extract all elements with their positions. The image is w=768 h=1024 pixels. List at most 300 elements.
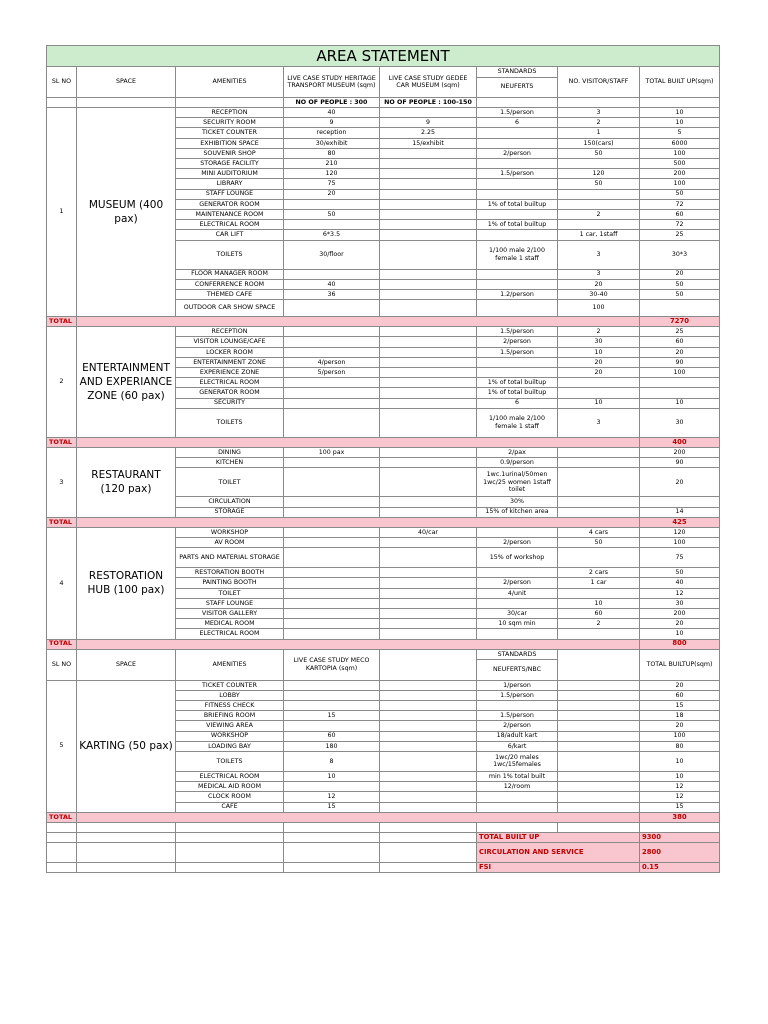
builtup-value xyxy=(640,300,720,317)
amenity-name: ELECTRICAL ROOM xyxy=(176,629,284,639)
people-count-2: NO OF PEOPLE : 100-150 xyxy=(380,97,477,107)
visitor-staff-value: 2 cars xyxy=(558,568,640,578)
standard-value: 1.2/person xyxy=(477,289,558,299)
standard-value: 1.5/person xyxy=(477,690,558,700)
blank-cell xyxy=(47,833,77,843)
amenity-name: TICKET COUNTER xyxy=(176,680,284,690)
case-study-value: 12 xyxy=(284,792,380,802)
builtup-value: 200 xyxy=(640,609,720,619)
builtup-value: 10 xyxy=(640,771,720,781)
standard-value: 6 xyxy=(477,398,558,408)
total-label: TOTAL xyxy=(47,517,77,527)
visitor-staff-value: 50 xyxy=(558,148,640,158)
summary-row xyxy=(47,863,720,873)
visitor-staff-value xyxy=(558,497,640,507)
builtup-value: 120 xyxy=(640,527,720,537)
blank-cell xyxy=(380,782,477,792)
summary-label: CIRCULATION AND SERVICE xyxy=(477,843,640,863)
case-study-1-value: 40 xyxy=(284,108,380,118)
space-name: MUSEUM (400 pax) xyxy=(77,108,176,317)
header-total-builtup: TOTAL BUILTUP(sqm) xyxy=(640,649,720,680)
builtup-value: 40 xyxy=(640,578,720,588)
standard-value: 12/room xyxy=(477,782,558,792)
standard-value: 1% of total builtup xyxy=(477,199,558,209)
case-study-2-value xyxy=(380,408,477,437)
case-study-2-value xyxy=(380,209,477,219)
visitor-staff-value xyxy=(558,447,640,457)
case-study-2-value xyxy=(380,447,477,457)
builtup-value: 100 xyxy=(640,368,720,378)
case-study-1-value xyxy=(284,327,380,337)
amenity-name: ENTERTAINMENT ZONE xyxy=(176,357,284,367)
standard-value: 6/kart xyxy=(477,741,558,751)
standard-value xyxy=(477,598,558,608)
summary-row xyxy=(47,843,720,863)
visitor-staff-value: 50 xyxy=(558,179,640,189)
standard-value xyxy=(477,279,558,289)
case-study-2-value xyxy=(380,378,477,388)
builtup-value: 100 xyxy=(640,731,720,741)
builtup-value: 20 xyxy=(640,269,720,279)
blank-cell xyxy=(558,711,640,721)
amenity-name: SOUVENIR SHOP xyxy=(176,148,284,158)
builtup-value: 60 xyxy=(640,690,720,700)
case-study-1-value xyxy=(284,629,380,639)
case-study-1-value xyxy=(284,347,380,357)
case-study-2-value xyxy=(380,169,477,179)
case-study-2-value xyxy=(380,619,477,629)
visitor-staff-value xyxy=(558,199,640,209)
blank-cell xyxy=(77,843,176,863)
builtup-value: 500 xyxy=(640,159,720,169)
people-count-1: NO OF PEOPLE : 300 xyxy=(284,97,380,107)
case-study-1-value xyxy=(284,527,380,537)
blank-cell xyxy=(176,97,284,107)
summary-value: 9300 xyxy=(640,833,720,843)
case-study-value xyxy=(284,690,380,700)
case-study-2-value xyxy=(380,148,477,158)
visitor-staff-value: 10 xyxy=(558,347,640,357)
blank-cell xyxy=(77,822,176,832)
builtup-value: 50 xyxy=(640,279,720,289)
blank-cell xyxy=(640,822,720,832)
standard-value: 18/adult kart xyxy=(477,731,558,741)
case-study-1-value xyxy=(284,458,380,468)
standard-value: 1% of total builtup xyxy=(477,388,558,398)
blank-cell xyxy=(477,97,558,107)
builtup-value: 30 xyxy=(640,598,720,608)
case-study-2-value xyxy=(380,497,477,507)
blank-cell xyxy=(77,863,176,873)
case-study-1-value: 36 xyxy=(284,289,380,299)
visitor-staff-value xyxy=(558,507,640,517)
space-name: ENTERTAINMENT AND EXPERIANCE ZONE (60 pax) xyxy=(77,327,176,438)
area-statement-table xyxy=(46,45,720,873)
visitor-staff-value: 20 xyxy=(558,279,640,289)
visitor-staff-value xyxy=(558,468,640,497)
standard-value xyxy=(477,792,558,802)
builtup-value: 20 xyxy=(640,680,720,690)
case-study-2-value xyxy=(380,357,477,367)
sl-number: 3 xyxy=(47,447,77,517)
case-study-2-value: 9 xyxy=(380,118,477,128)
builtup-value: 90 xyxy=(640,357,720,367)
visitor-staff-value: 1 car, 1staff xyxy=(558,230,640,240)
amenity-name: PARTS AND MATERIAL STORAGE xyxy=(176,548,284,568)
case-study-1-value xyxy=(284,497,380,507)
builtup-value: 60 xyxy=(640,337,720,347)
blank-cell xyxy=(47,97,77,107)
blank-cell xyxy=(284,863,380,873)
amenity-name: THEMED CAFE xyxy=(176,289,284,299)
blank-cell xyxy=(47,863,77,873)
total-row xyxy=(47,437,720,447)
standard-value xyxy=(477,527,558,537)
amenity-name: MEDICAL AID ROOM xyxy=(176,782,284,792)
case-study-2-value xyxy=(380,598,477,608)
case-study-value: 8 xyxy=(284,751,380,771)
case-study-1-value xyxy=(284,568,380,578)
blank-cell xyxy=(380,833,477,843)
amenity-name: SECURITY ROOM xyxy=(176,118,284,128)
builtup-value: 12 xyxy=(640,588,720,598)
amenity-name: KITCHEN xyxy=(176,458,284,468)
amenity-name: STORAGE FACILITY xyxy=(176,159,284,169)
blank-cell xyxy=(558,751,640,771)
total-spacer xyxy=(77,437,640,447)
builtup-value: 14 xyxy=(640,507,720,517)
visitor-staff-value xyxy=(558,388,640,398)
case-study-1-value xyxy=(284,578,380,588)
case-study-1-value: 20 xyxy=(284,189,380,199)
builtup-value: 72 xyxy=(640,199,720,209)
blank-cell xyxy=(380,711,477,721)
standard-value: 30% xyxy=(477,497,558,507)
space-name: KARTING (50 pax) xyxy=(77,680,176,812)
case-study-2-value xyxy=(380,199,477,209)
case-study-2-value xyxy=(380,578,477,588)
case-study-value: 180 xyxy=(284,741,380,751)
blank-cell xyxy=(176,833,284,843)
standard-value xyxy=(477,209,558,219)
case-study-1-value: 50 xyxy=(284,209,380,219)
amenity-name: WORKSHOP xyxy=(176,731,284,741)
amenity-name: LOADING BAY xyxy=(176,741,284,751)
blank-cell xyxy=(380,822,477,832)
total-label: TOTAL xyxy=(47,639,77,649)
blank-cell xyxy=(640,97,720,107)
standard-value: 2/person xyxy=(477,721,558,731)
case-study-2-value xyxy=(380,179,477,189)
case-study-value: 15 xyxy=(284,711,380,721)
builtup-value: 15 xyxy=(640,802,720,812)
case-study-1-value: 30/floor xyxy=(284,240,380,269)
blank-cell xyxy=(284,833,380,843)
amenity-name: LOBBY xyxy=(176,690,284,700)
visitor-staff-value: 30 xyxy=(558,337,640,347)
case-study-value xyxy=(284,680,380,690)
standard-value xyxy=(477,701,558,711)
case-study-1-value: 9 xyxy=(284,118,380,128)
blank-cell xyxy=(380,843,477,863)
space-name: RESTORATION HUB (100 pax) xyxy=(77,527,176,639)
case-study-2-value xyxy=(380,327,477,337)
case-study-value: 15 xyxy=(284,802,380,812)
amenity-name: LOCKER ROOM xyxy=(176,347,284,357)
summary-label: TOTAL BUILT UP xyxy=(477,833,640,843)
builtup-value: 50 xyxy=(640,289,720,299)
builtup-value xyxy=(640,388,720,398)
amenity-name: WORKSHOP xyxy=(176,527,284,537)
case-study-2-value xyxy=(380,588,477,598)
total-spacer xyxy=(77,639,640,649)
total-value: 7270 xyxy=(640,317,720,327)
blank-cell xyxy=(558,782,640,792)
visitor-staff-value: 20 xyxy=(558,368,640,378)
visitor-staff-value: 20 xyxy=(558,357,640,367)
case-study-2-value xyxy=(380,279,477,289)
case-study-1-value xyxy=(284,398,380,408)
amenity-name: VIEWING AREA xyxy=(176,721,284,731)
visitor-staff-value: 2 xyxy=(558,327,640,337)
blank-cell xyxy=(176,843,284,863)
visitor-staff-value xyxy=(558,548,640,568)
blank-cell xyxy=(380,690,477,700)
standard-value xyxy=(477,159,558,169)
summary-row xyxy=(47,833,720,843)
blank-cell xyxy=(380,751,477,771)
case-study-1-value xyxy=(284,388,380,398)
case-study-2-value xyxy=(380,568,477,578)
header-standards: STANDARDS xyxy=(477,649,558,660)
case-study-1-value xyxy=(284,408,380,437)
amenity-name: LIBRARY xyxy=(176,179,284,189)
standard-value xyxy=(477,179,558,189)
amenity-name: SECURITY xyxy=(176,398,284,408)
builtup-value xyxy=(640,378,720,388)
case-study-value: 60 xyxy=(284,731,380,741)
visitor-staff-value: 1 xyxy=(558,128,640,138)
builtup-value: 15 xyxy=(640,701,720,711)
amenity-name: GENERATOR ROOM xyxy=(176,388,284,398)
blank-cell xyxy=(558,680,640,690)
amenity-name: ELECTRICAL ROOM xyxy=(176,771,284,781)
standard-value xyxy=(477,368,558,378)
total-value: 800 xyxy=(640,639,720,649)
case-study-1-value xyxy=(284,548,380,568)
blank-cell xyxy=(558,690,640,700)
builtup-value xyxy=(640,497,720,507)
blank-cell xyxy=(176,822,284,832)
visitor-staff-value: 4 cars xyxy=(558,527,640,537)
visitor-staff-value: 1 car xyxy=(558,578,640,588)
header-total-builtup: TOTAL BUILT UP(sqm) xyxy=(640,67,720,98)
sheet-title: AREA STATEMENT xyxy=(47,46,720,67)
header-neuferts-nbc: NEUFERTS/NBC xyxy=(477,660,558,680)
visitor-staff-value xyxy=(558,588,640,598)
header-standards: STANDARDS xyxy=(477,67,558,78)
blank-cell xyxy=(558,741,640,751)
builtup-value: 10 xyxy=(640,118,720,128)
visitor-staff-value xyxy=(558,159,640,169)
total-label: TOTAL xyxy=(47,437,77,447)
builtup-value: 20 xyxy=(640,468,720,497)
visitor-staff-value: 2 xyxy=(558,209,640,219)
amenity-name: ELECTRICAL ROOM xyxy=(176,220,284,230)
case-study-2-value xyxy=(380,507,477,517)
case-study-1-value: 30/exhibit xyxy=(284,138,380,148)
blank-cell xyxy=(284,822,380,832)
builtup-value: 12 xyxy=(640,792,720,802)
header-space: SPACE xyxy=(77,67,176,98)
case-study-1-value: 100 pax xyxy=(284,447,380,457)
blank-cell xyxy=(558,822,640,832)
header-space: SPACE xyxy=(77,649,176,680)
standard-value: 4/unit xyxy=(477,588,558,598)
blank-cell xyxy=(558,792,640,802)
builtup-value: 30*3 xyxy=(640,240,720,269)
amenity-name: TICKET COUNTER xyxy=(176,128,284,138)
case-study-2-value xyxy=(380,368,477,378)
builtup-value: 20 xyxy=(640,619,720,629)
case-study-value: 10 xyxy=(284,771,380,781)
amenity-name: GENERATOR ROOM xyxy=(176,199,284,209)
total-row xyxy=(47,317,720,327)
case-study-2-value xyxy=(380,337,477,347)
spacer-row xyxy=(47,822,720,832)
case-study-value xyxy=(284,701,380,711)
blank-cell xyxy=(380,863,477,873)
header-case-study-1: LIVE CASE STUDY HERITAGE TRANSPORT MUSEUM (sqm) xyxy=(284,67,380,98)
case-study-1-value: 75 xyxy=(284,179,380,189)
header-neuferts: NEUFERTS xyxy=(477,77,558,97)
total-row xyxy=(47,812,720,822)
case-study-value xyxy=(284,782,380,792)
blank-cell xyxy=(47,843,77,863)
case-study-2-value: 40/car xyxy=(380,527,477,537)
builtup-value: 20 xyxy=(640,347,720,357)
standard-value xyxy=(477,300,558,317)
builtup-value: 18 xyxy=(640,711,720,721)
visitor-staff-value: 60 xyxy=(558,609,640,619)
amenity-name: VISITOR LOUNGE/CAFE xyxy=(176,337,284,347)
standard-value: 1.5/person xyxy=(477,108,558,118)
case-study-1-value xyxy=(284,269,380,279)
blank-cell xyxy=(380,771,477,781)
table-row xyxy=(47,527,720,537)
table-row xyxy=(47,447,720,457)
builtup-value: 10 xyxy=(640,398,720,408)
total-row xyxy=(47,517,720,527)
amenity-name: STORAGE xyxy=(176,507,284,517)
blank-cell xyxy=(380,680,477,690)
builtup-value: 100 xyxy=(640,148,720,158)
standard-value: 10 sqm min xyxy=(477,619,558,629)
visitor-staff-value: 30-40 xyxy=(558,289,640,299)
builtup-value: 10 xyxy=(640,108,720,118)
case-study-2-value xyxy=(380,289,477,299)
amenity-name: EXPERIENCE ZONE xyxy=(176,368,284,378)
standard-value: 1/100 male 2/100 female 1 staff xyxy=(477,240,558,269)
visitor-staff-value xyxy=(558,458,640,468)
case-study-1-value: 80 xyxy=(284,148,380,158)
case-study-1-value: reception xyxy=(284,128,380,138)
standard-value: 30/car xyxy=(477,609,558,619)
amenity-name: AV ROOM xyxy=(176,538,284,548)
standard-value xyxy=(477,230,558,240)
blank-cell xyxy=(380,731,477,741)
case-study-1-value xyxy=(284,300,380,317)
amenity-name: VISITOR GALLERY xyxy=(176,609,284,619)
case-study-1-value xyxy=(284,588,380,598)
case-study-1-value: 6*3.5 xyxy=(284,230,380,240)
total-value: 400 xyxy=(640,437,720,447)
amenity-name: FITNESS CHECK xyxy=(176,701,284,711)
visitor-staff-value: 10 xyxy=(558,598,640,608)
case-study-1-value: 4/person xyxy=(284,357,380,367)
blank-cell xyxy=(558,97,640,107)
amenity-name: RECEPTION xyxy=(176,327,284,337)
visitor-staff-value xyxy=(558,378,640,388)
case-study-1-value xyxy=(284,598,380,608)
builtup-value: 6000 xyxy=(640,138,720,148)
amenity-name: BRIEFING ROOM xyxy=(176,711,284,721)
header-case-study: LIVE CASE STUDY MECO KARTOPIA (sqm) xyxy=(284,649,380,680)
blank-cell xyxy=(380,802,477,812)
case-study-2-value xyxy=(380,230,477,240)
total-value: 425 xyxy=(640,517,720,527)
builtup-value: 20 xyxy=(640,721,720,731)
case-study-1-value: 40 xyxy=(284,279,380,289)
blank-cell xyxy=(477,822,558,832)
builtup-value: 50 xyxy=(640,568,720,578)
total-value: 380 xyxy=(640,812,720,822)
case-study-1-value xyxy=(284,220,380,230)
case-study-1-value xyxy=(284,538,380,548)
builtup-value: 72 xyxy=(640,220,720,230)
standard-value: 1/person xyxy=(477,680,558,690)
case-study-1-value xyxy=(284,199,380,209)
amenity-name: TOILET xyxy=(176,588,284,598)
case-study-1-value xyxy=(284,378,380,388)
builtup-value: 90 xyxy=(640,458,720,468)
visitor-staff-value: 10 xyxy=(558,398,640,408)
case-study-2-value xyxy=(380,108,477,118)
builtup-value: 10 xyxy=(640,751,720,771)
case-study-2-value xyxy=(380,269,477,279)
case-study-1-value xyxy=(284,468,380,497)
visitor-staff-value: 150(cars) xyxy=(558,138,640,148)
standard-value xyxy=(477,189,558,199)
builtup-value: 5 xyxy=(640,128,720,138)
visitor-staff-value: 120 xyxy=(558,169,640,179)
amenity-name: TOILETS xyxy=(176,408,284,437)
amenity-name: MINI AUDITORIUM xyxy=(176,169,284,179)
total-spacer xyxy=(77,812,640,822)
standard-value: 1/100 male 2/100 female 1 staff xyxy=(477,408,558,437)
standard-value: 15% of kitchen area xyxy=(477,507,558,517)
amenity-name: FLOOR MANAGER ROOM xyxy=(176,269,284,279)
case-study-2-value xyxy=(380,300,477,317)
builtup-value: 50 xyxy=(640,189,720,199)
standard-value: 2/person xyxy=(477,538,558,548)
builtup-value: 100 xyxy=(640,538,720,548)
total-spacer xyxy=(77,317,640,327)
case-study-2-value xyxy=(380,609,477,619)
case-study-2-value xyxy=(380,468,477,497)
blank-cell xyxy=(558,771,640,781)
visitor-staff-value xyxy=(558,189,640,199)
